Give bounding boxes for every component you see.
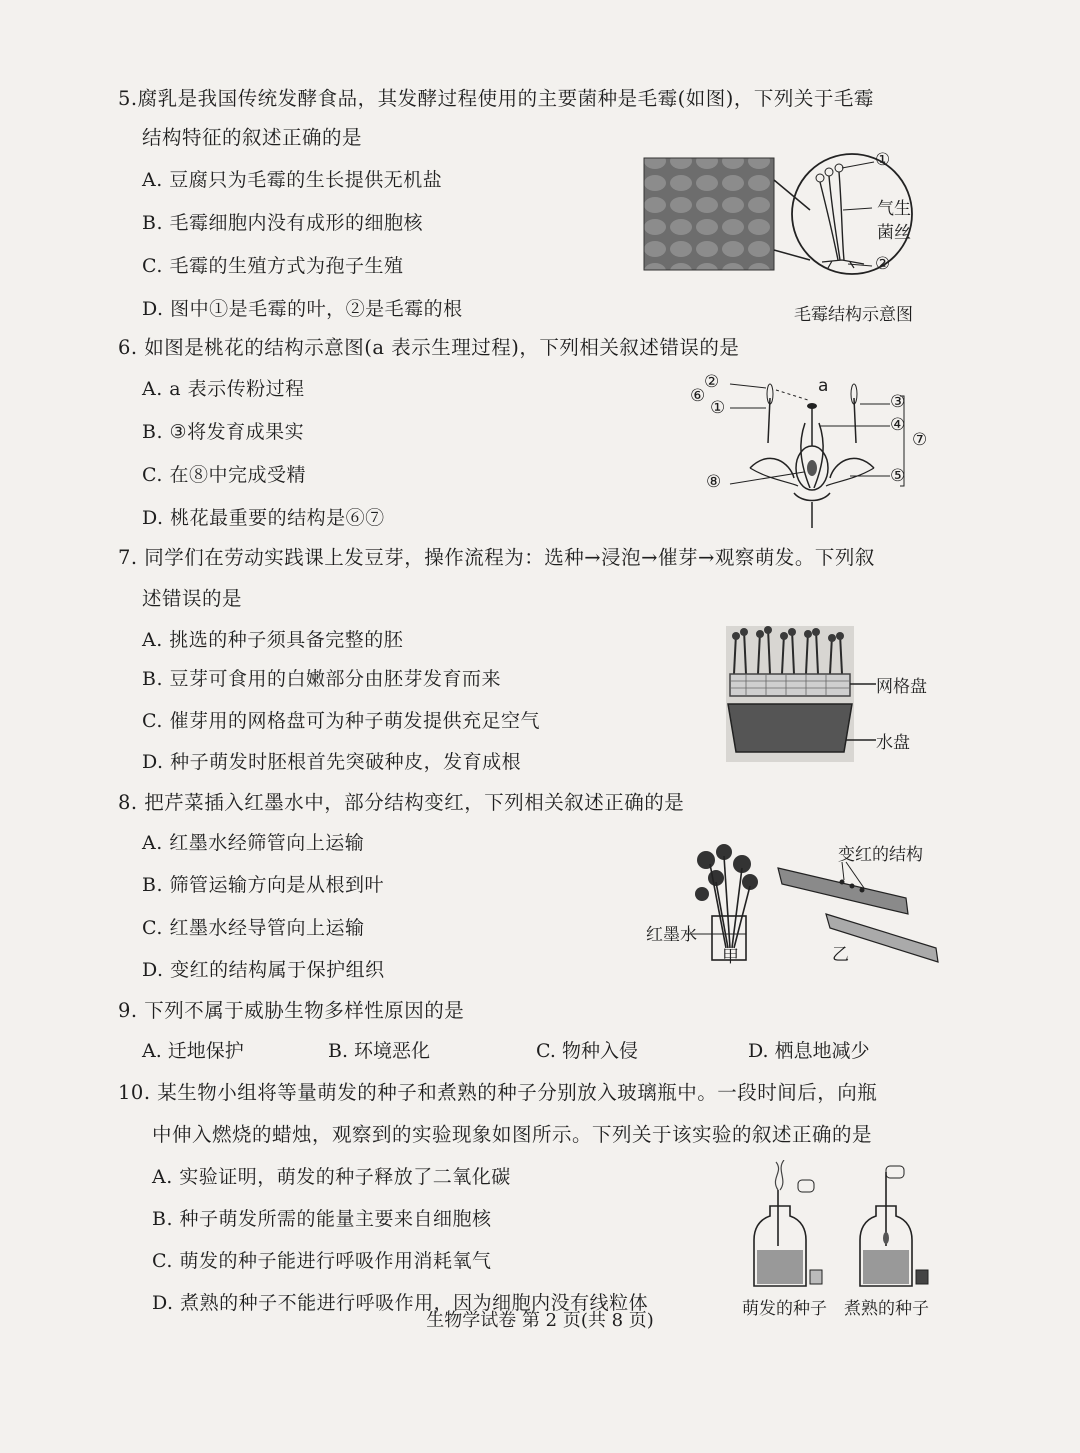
- q7-option-a: A. 挑选的种子须具备完整的胚: [142, 629, 404, 651]
- flower-label-7: ⑦: [912, 430, 928, 450]
- peach-flower-figure: [690, 368, 940, 528]
- q10-option-a: A. 实验证明，萌发的种子释放了二氧化碳: [152, 1166, 511, 1188]
- mucor-caption: 毛霉结构示意图: [794, 305, 913, 325]
- red-structure-label: 变红的结构: [838, 845, 923, 865]
- q7-option-d: D. 种子萌发时胚根首先突破种皮，发育成根: [142, 751, 522, 773]
- q10-stem-line1: 10. 某生物小组将等量萌发的种子和煮熟的种子分别放入玻璃瓶中。一段时间后，向瓶: [118, 1081, 878, 1104]
- flower-label-2: ②: [704, 372, 720, 392]
- germinating-seeds-label: 萌发的种子: [742, 1299, 827, 1319]
- flower-label-4: ④: [890, 415, 906, 435]
- flower-label-6: ⑥: [690, 386, 706, 406]
- flower-label-1: ①: [710, 398, 726, 418]
- q10-option-c: C. 萌发的种子能进行呼吸作用消耗氧气: [152, 1250, 492, 1272]
- mesh-tray-label: 网格盘: [876, 677, 927, 697]
- mucor-label-hyphae: 菌丝: [877, 223, 911, 243]
- q7-stem-line2: 述错误的是: [142, 587, 243, 610]
- q9-option-a: A. 迁地保护: [142, 1040, 244, 1062]
- flower-label-8: ⑧: [706, 472, 722, 492]
- q6-stem: 6. 如图是桃花的结构示意图(a 表示生理过程)，下列相关叙述错误的是: [118, 336, 740, 359]
- q8-option-b: B. 筛管运输方向是从根到叶: [142, 874, 385, 896]
- q6-option-b: B. ③将发育成果实: [142, 421, 305, 443]
- flower-label-5: ⑤: [890, 466, 906, 486]
- q9-option-b: B. 环境恶化: [328, 1040, 431, 1062]
- mucor-label-2: ②: [875, 254, 891, 274]
- celery-figure: [646, 838, 946, 968]
- q9-option-d: D. 栖息地减少: [748, 1040, 870, 1062]
- q5-stem-line1: 5.腐乳是我国传统发酵食品，其发酵过程使用的主要菌种是毛霉(如图)，下列关于毛霉: [118, 87, 874, 110]
- water-tray-label: 水盘: [876, 733, 910, 753]
- q10-option-b: B. 种子萌发所需的能量主要来自细胞核: [152, 1208, 492, 1230]
- q5-option-a: A. 豆腐只为毛霉的生长提供无机盐: [142, 169, 443, 191]
- seed-jars-diagram: [740, 1160, 945, 1290]
- q7-option-c: C. 催芽用的网格盘可为种子萌发提供充足空气: [142, 710, 540, 732]
- q7-option-b: B. 豆芽可食用的白嫩部分由胚芽发育而来: [142, 668, 502, 690]
- flower-label-3: ③: [890, 392, 906, 412]
- figure-yi-label: 乙: [832, 945, 849, 965]
- figure-jia-label: 甲: [722, 947, 739, 967]
- q5-option-c: C. 毛霉的生殖方式为孢子生殖: [142, 255, 404, 277]
- q6-option-d: D. 桃花最重要的结构是⑥⑦: [142, 507, 385, 529]
- q10-stem-line2: 中伸入燃烧的蜡烛，观察到的实验现象如图所示。下列关于该实验的叙述正确的是: [152, 1123, 873, 1146]
- q5-option-d: D. 图中①是毛霉的叶，②是毛霉的根: [142, 298, 463, 320]
- q8-option-d: D. 变红的结构属于保护组织: [142, 959, 385, 981]
- mucor-label-1: ①: [875, 150, 891, 170]
- q7-stem-line1: 7. 同学们在劳动实践课上发豆芽，操作流程为：选种→浸泡→催芽→观察萌发。下列叙: [118, 546, 875, 569]
- page-footer: 生物学试卷 第 2 页(共 8 页): [426, 1310, 654, 1331]
- q5-option-b: B. 毛霉细胞内没有成形的细胞核: [142, 212, 424, 234]
- q8-stem: 8. 把芹菜插入红墨水中，部分结构变红，下列相关叙述正确的是: [118, 791, 685, 814]
- mucor-figure: [642, 150, 942, 330]
- mucor-photo: [644, 158, 774, 270]
- mesh-tray: [730, 674, 850, 696]
- q6-option-a: A. a 表示传粉过程: [142, 378, 305, 400]
- flower-label-a: a: [818, 376, 829, 396]
- mucor-label-aerial: 气生: [877, 199, 911, 219]
- q9-option-c: C. 物种入侵: [536, 1040, 638, 1062]
- water-tray: [728, 704, 852, 752]
- boiled-seeds-label: 煮熟的种子: [844, 1299, 929, 1319]
- q10-option-d: D. 煮熟的种子不能进行呼吸作用，因为细胞内没有线粒体: [152, 1292, 649, 1314]
- q5-stem-line2: 结构特征的叙述正确的是: [142, 126, 363, 149]
- q6-option-c: C. 在⑧中完成受精: [142, 464, 306, 486]
- q9-stem: 9. 下列不属于威胁生物多样性原因的是: [118, 999, 465, 1022]
- bean-sprout-figure: [726, 626, 946, 766]
- red-ink-label: 红墨水: [646, 925, 697, 945]
- q8-option-c: C. 红墨水经导管向上运输: [142, 917, 365, 939]
- seed-jars-figure: [740, 1160, 945, 1320]
- q8-option-a: A. 红墨水经筛管向上运输: [142, 832, 365, 854]
